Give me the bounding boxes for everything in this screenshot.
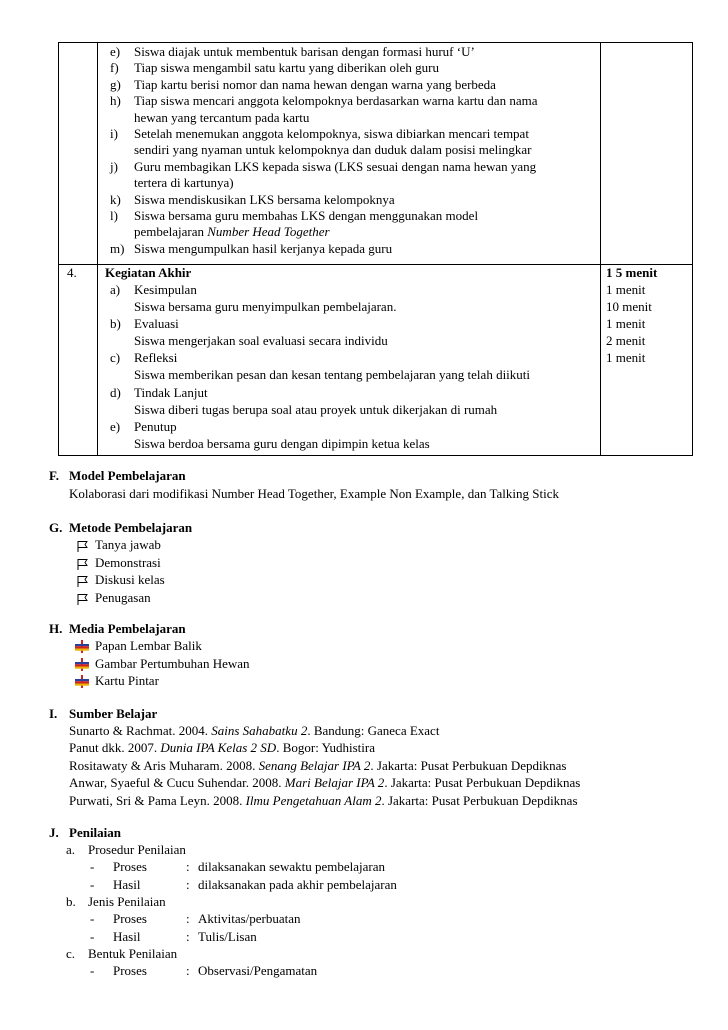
assessment-dash: - (90, 963, 95, 979)
closing-step-marker: a) (110, 282, 121, 297)
section-f-letter: F. (49, 468, 59, 483)
assessment-label: Proses (113, 963, 147, 979)
step-marker: j) (110, 158, 118, 174)
reference-title: Sains Sahabatku 2 (211, 723, 308, 738)
step-text: Siswa mengumpulkan hasil kerjanya kepada guru (134, 240, 393, 256)
section-i-letter: I. (49, 706, 58, 721)
assessment-dash: - (90, 859, 95, 875)
reference-author: Rositawaty & Aris Muharam. 2008. (69, 757, 259, 773)
closing-step-title: Evaluasi (134, 316, 179, 332)
table-col-divider-1 (97, 42, 98, 456)
table-bottom-border (58, 455, 693, 456)
closing-step-desc: Siswa memberikan pesan dan kesan tentang pembelajaran yang telah diikuti (134, 367, 531, 383)
flag-bullet-icon (76, 540, 89, 552)
section-h-title: Media Pembelajaran (69, 621, 186, 636)
closing-step-time: 1 menit (606, 282, 646, 297)
row-heading: Kegiatan Akhir (105, 265, 192, 280)
closing-step-title: Refleksi (134, 350, 178, 366)
row-number: 4. (67, 265, 77, 280)
closing-step-marker: b) (110, 316, 121, 332)
table-right-border (692, 42, 693, 456)
reference-title: Dunia IPA Kelas 2 SD (160, 740, 277, 756)
table-left-border (58, 42, 59, 456)
step-text: Tiap siswa mencari anggota kelompoknya berdasarkan warna kartu dan nama (134, 93, 538, 109)
assessment-sub-marker: b. (66, 893, 76, 909)
section-j-letter: J. (49, 825, 59, 840)
flag-bullet-icon (76, 593, 89, 605)
assessment-sub-marker: c. (66, 945, 76, 961)
step-text: Tiap siswa mengambil satu kartu yang diberikan oleh guru (134, 60, 439, 76)
closing-step-time: 10 menit (606, 299, 652, 314)
step-text: tertera di kartunya) (134, 175, 234, 191)
closing-step-desc: Siswa bersama guru menyimpulkan pembelajaran. (134, 299, 397, 314)
step-marker: k) (110, 191, 121, 207)
closing-step-title: Penutup (134, 418, 177, 434)
assessment-value: dilaksanakan pada akhir pembelajaran (198, 876, 397, 892)
step-text: hewan yang tercantum pada kartu (134, 109, 310, 125)
assessment-colon: : (186, 928, 190, 944)
reference-author: Anwar, Syaeful & Cucu Suhendar. 2008. (69, 775, 285, 791)
flag-bullet-icon (76, 558, 89, 570)
reference-title: Senang Belajar IPA 2 (258, 757, 371, 773)
closing-step-desc: Siswa diberi tugas berupa soal atau proyek untuk dikerjakan di rumah (134, 401, 498, 417)
reference-item (69, 723, 439, 739)
method-item: Demonstrasi (95, 554, 161, 570)
table-col-divider-2 (600, 42, 601, 456)
closing-step-desc: Siswa berdoa bersama guru dengan dipimpin ketua kelas (134, 435, 430, 451)
step-marker: l) (110, 208, 118, 223)
assessment-sub-title: Bentuk Penilaian (88, 945, 178, 961)
section-f-text: Kolaborasi dari modifikasi Number Head Together, Example Non Example, dan Talking Stick (69, 486, 559, 501)
book-bullet-icon (75, 658, 89, 671)
assessment-value: Aktivitas/perbuatan (198, 911, 301, 927)
section-i-title: Sumber Belajar (69, 706, 158, 721)
closing-step-time: 1 menit (606, 316, 646, 331)
step-marker: m) (110, 240, 125, 256)
book-bullet-icon (75, 640, 89, 653)
assessment-value: Observasi/Pengamatan (198, 963, 318, 979)
reference-publisher: . Bandung: Ganeca Exact (307, 723, 440, 738)
step-text: Siswa mendiskusikan LKS bersama kelompoknya (134, 191, 395, 207)
media-item: Gambar Pertumbuhan Hewan (95, 655, 250, 671)
reference-publisher: . Jakarta: Pusat Perbukuan Depdiknas (370, 757, 567, 773)
closing-step-marker: d) (110, 384, 121, 400)
closing-step-desc: Siswa mengerjakan soal evaluasi secara individu (134, 333, 388, 349)
step-marker: i) (110, 126, 118, 141)
reference-item (69, 758, 566, 774)
reference-author: Sunarto & Rachmat. 2004. (69, 723, 212, 738)
section-g-title: Metode Pembelajaran (69, 520, 193, 535)
closing-step-title: Tindak Lanjut (134, 384, 208, 400)
step-text: Setelah menemukan anggota kelompoknya, siswa dibiarkan mencari tempat (134, 126, 529, 141)
reference-author: Purwati, Sri & Pama Leyn. 2008. (69, 792, 246, 808)
reference-item (69, 740, 375, 756)
row-heading-time: 1 5 menit (606, 265, 658, 280)
assessment-label: Proses (113, 911, 147, 927)
flag-bullet-icon (76, 575, 89, 587)
assessment-sub-title: Prosedur Penilaian (88, 842, 186, 857)
reference-title: Mari Belajar IPA 2 (284, 775, 385, 791)
method-item: Diskusi kelas (95, 572, 165, 588)
section-g-letter: G. (49, 520, 63, 535)
step-text: sendiri yang nyaman untuk kelompoknya dan duduk dalam posisi melingkar (134, 142, 532, 158)
step-text: pembelajaran Number Head Together (134, 224, 330, 240)
method-item: Tanya jawab (95, 537, 161, 552)
step-text: Siswa bersama guru membahas LKS dengan menggunakan model (134, 208, 479, 223)
table-top-border (58, 42, 693, 43)
step-marker: g) (110, 76, 121, 92)
section-h-letter: H. (49, 621, 63, 636)
step-text: Siswa diajak untuk membentuk barisan dengan formasi huruf ‘U’ (134, 44, 475, 59)
closing-step-time: 2 menit (606, 333, 646, 348)
reference-author: Panut dkk. 2007. (69, 740, 161, 756)
step-marker: f) (110, 60, 119, 76)
assessment-dash: - (90, 876, 95, 892)
media-item: Papan Lembar Balik (95, 638, 202, 653)
assessment-colon: : (186, 963, 190, 979)
media-item: Kartu Pintar (95, 673, 159, 689)
step-marker: h) (110, 93, 121, 109)
assessment-colon: : (186, 859, 190, 875)
step-text: Guru membagikan LKS kepada siswa (LKS sesuai dengan nama hewan yang (134, 158, 537, 174)
reference-publisher: . Bogor: Yudhistira (276, 740, 376, 756)
assessment-value: dilaksanakan sewaktu pembelajaran (198, 859, 385, 875)
reference-publisher: . Jakarta: Pusat Perbukuan Depdiknas (381, 792, 578, 808)
reference-title: Ilmu Pengetahuan Alam 2 (245, 792, 382, 808)
step-marker: e) (110, 44, 121, 59)
reference-publisher: . Jakarta: Pusat Perbukuan Depdiknas (384, 775, 581, 791)
reference-item (69, 775, 580, 791)
assessment-label: Hasil (113, 928, 141, 944)
assessment-dash: - (90, 911, 95, 927)
section-f-title: Model Pembelajaran (69, 468, 186, 483)
assessment-label: Hasil (113, 876, 141, 892)
step-text: Tiap kartu berisi nomor dan nama hewan dengan warna yang berbeda (134, 76, 496, 92)
assessment-label: Proses (113, 859, 147, 875)
assessment-dash: - (90, 928, 95, 944)
closing-step-time: 1 menit (606, 350, 646, 365)
section-j-title: Penilaian (69, 825, 122, 840)
closing-step-title: Kesimpulan (134, 282, 197, 297)
assessment-colon: : (186, 911, 190, 927)
assessment-colon: : (186, 876, 190, 892)
reference-item (69, 793, 578, 809)
book-bullet-icon (75, 675, 89, 688)
method-item: Penugasan (95, 589, 151, 605)
closing-step-marker: c) (110, 350, 121, 366)
assessment-sub-title: Jenis Penilaian (88, 893, 166, 909)
assessment-value: Tulis/Lisan (198, 928, 257, 944)
model-name: Number Head Together (207, 224, 330, 240)
assessment-sub-marker: a. (66, 842, 76, 857)
closing-step-marker: e) (110, 418, 121, 434)
